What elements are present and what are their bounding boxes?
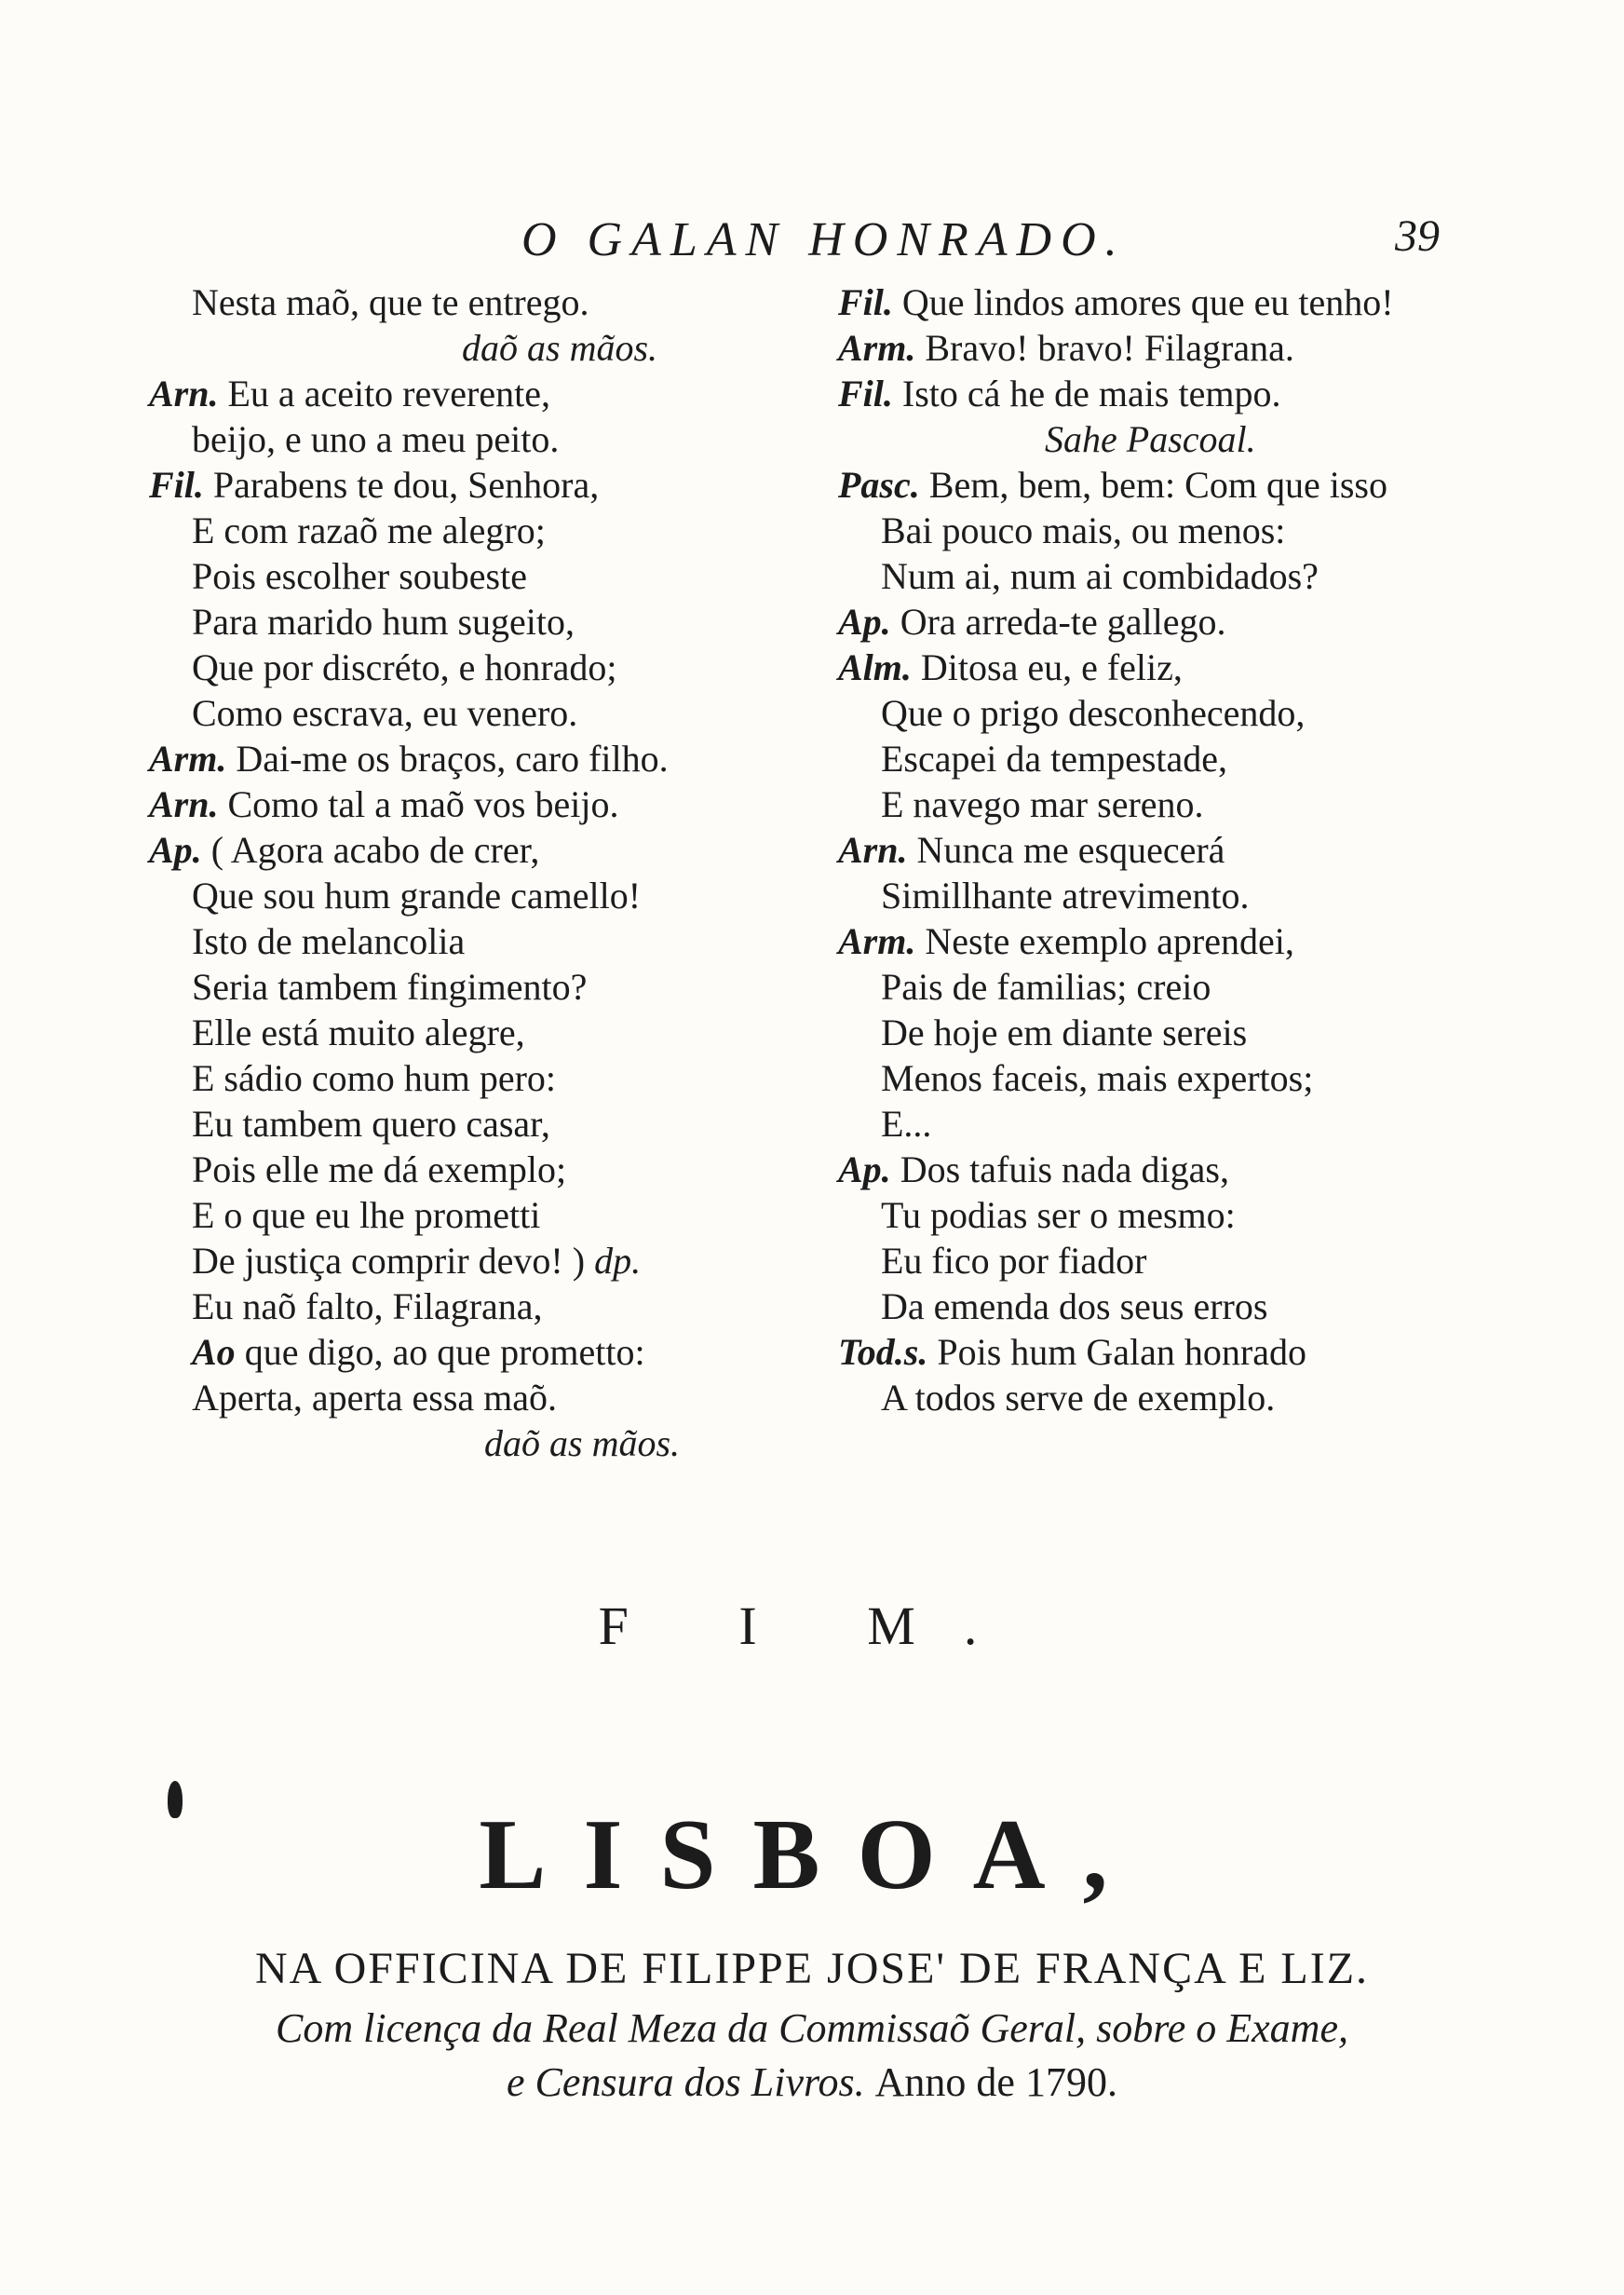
verse-line: Pois escolher soubeste [192, 555, 527, 597]
speaker-label: Fil. [149, 464, 204, 506]
verse-line: Eu naõ falto, Filagrana, [192, 1285, 543, 1327]
verse-line: Elle está muito alegre, [192, 1012, 525, 1053]
verse-line: Alm. Ditosa eu, e feliz, [838, 646, 1183, 688]
verse-line: Arm. Bravo! bravo! Filagrana. [838, 327, 1294, 369]
right-column [838, 279, 1509, 1420]
imprint-city: LISBOA, [479, 1799, 1145, 1910]
verse-line: Como escrava, eu venero. [192, 692, 578, 734]
verse-line: Que o prigo desconhecendo, [881, 692, 1306, 734]
speaker-label: Fil. [838, 281, 893, 323]
speaker-label: Ap. [838, 1148, 891, 1190]
stage-direction: Sahe Pascoal. [1045, 418, 1256, 460]
page-number: 39 [1395, 211, 1440, 261]
verse-line: E navego mar sereno. [881, 783, 1204, 825]
speaker-label: Pasc. [838, 464, 920, 506]
verse-line: A todos serve de exemplo. [881, 1377, 1276, 1419]
speaker-label: Ap. [838, 601, 891, 643]
stage-direction: daõ as mãos. [484, 1422, 681, 1464]
verse-line: Arn. Eu a aceito reverente, [149, 373, 550, 414]
speaker-label: Fil. [838, 373, 893, 414]
verse-line: Fil. Parabens te dou, Senhora, [149, 464, 600, 506]
verse-line: Arm. Dai-me os braços, caro filho. [149, 738, 669, 780]
imprint-year: Anno de 1790. [874, 2059, 1117, 2105]
verse-line: Pasc. Bem, bem, bem: Com que isso [838, 464, 1387, 506]
verse-line: E sádio como hum pero: [192, 1057, 557, 1099]
speaker-label: Ap. [149, 829, 202, 871]
verse-line: E o que eu lhe prometti [192, 1194, 541, 1236]
verse-line: Fil. Isto cá he de mais tempo. [838, 373, 1281, 414]
verse-line: E com razaõ me alegro; [192, 509, 546, 551]
speaker-label: Alm. [838, 646, 912, 688]
verse-line: Tu podias ser o mesmo: [881, 1194, 1236, 1236]
verse-line: Da emenda dos seus erros [881, 1285, 1268, 1327]
speaker-label: Tod.s. [838, 1331, 928, 1373]
verse-line: De hoje em diante sereis [881, 1012, 1248, 1053]
verse-line: Eu tambem quero casar, [192, 1103, 550, 1145]
verse-line: De justiça comprir devo! ) dp. [192, 1240, 642, 1282]
imprint-printer: NA OFFICINA DE FILIPPE JOSE' DE FRANÇA E LIZ. [254, 1944, 1370, 1993]
verse-line: Arn. Como tal a maõ vos beijo. [149, 783, 619, 825]
speaker-label: Ao [192, 1331, 236, 1373]
verse-line: Para marido hum sugeito, [192, 601, 575, 643]
verse-line: Aperta, aperta essa maõ. [192, 1377, 558, 1419]
verse-line: Escapei da tempestade, [881, 738, 1228, 780]
verse-line: Que por discréto, e honrado; [192, 646, 617, 688]
running-head: O GALAN HONRADO. [521, 213, 1127, 266]
speaker-label: Arm. [838, 920, 916, 962]
speaker-label: Arn. [149, 783, 219, 825]
verse-line: Eu fico por fiador [881, 1240, 1147, 1282]
verse-line: Simillhante atrevimento. [881, 875, 1250, 917]
speaker-label: Arm. [838, 327, 916, 369]
aside-direction: dp. [594, 1240, 642, 1282]
verse-line: Bai pouco mais, ou menos: [881, 509, 1286, 551]
verse-line: Num ai, num ai combidados? [881, 555, 1319, 597]
verse-line: Nesta maõ, que te entrego. [192, 281, 589, 323]
license-line: Com licença da Real Meza da Commissaõ Geral, sobre o Exame, [276, 2005, 1348, 2051]
verse-line: Ap. Dos tafuis nada digas, [838, 1148, 1229, 1190]
speaker-label: Arm. [149, 738, 227, 780]
verse-line: Pais de familias; creio [881, 966, 1211, 1008]
verse-line: Ap. ( Agora acabo de crer, [149, 829, 540, 871]
stage-direction: daõ as mãos. [462, 327, 658, 369]
verse-line: Ao que digo, ao que prometto: [149, 1329, 819, 1375]
fim-heading: F I M. [598, 1596, 1026, 1656]
verse-line: Arn. Nunca me esquecerá [838, 829, 1225, 871]
verse-line: Tod.s. Pois hum Galan honrado [838, 1331, 1306, 1373]
verse-line: Menos faceis, mais expertos; [881, 1057, 1314, 1099]
left-column [149, 279, 819, 1466]
verse-line: beijo, e uno a meu peito. [192, 418, 560, 460]
speaker-label: Arn. [149, 373, 219, 414]
speaker-label: Arn. [838, 829, 908, 871]
verse-line: Pois elle me dá exemplo; [192, 1148, 567, 1190]
verse-line: Arm. Neste exemplo aprendei, [838, 920, 1294, 962]
license-line: e Censura dos Livros. Anno de 1790. [507, 2059, 1117, 2105]
verse-line: Ap. Ora arreda-te gallego. [838, 601, 1226, 643]
verse-line: Seria tambem fingimento? [192, 966, 588, 1008]
verse-line: Isto de melancolia [192, 920, 466, 962]
verse-line: Fil. Que lindos amores que eu tenho! [838, 281, 1394, 323]
verse-line: E... [881, 1103, 932, 1145]
verse-line: Que sou hum grande camello! [192, 875, 642, 917]
